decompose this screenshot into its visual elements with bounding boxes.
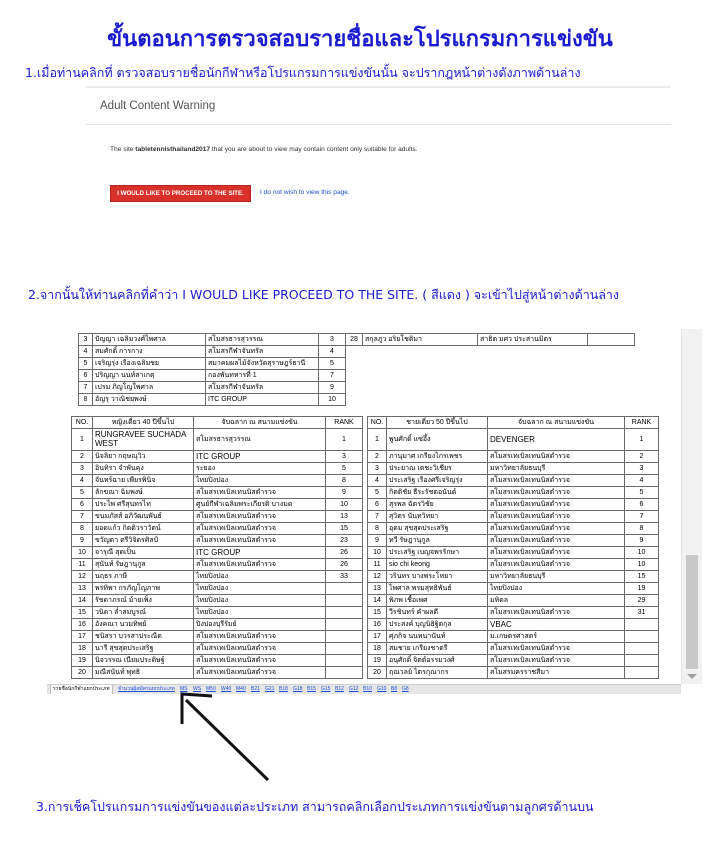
player-name: พูนศักดิ์ แซ่อึ้ง — [387, 429, 488, 451]
player-name: ขนมภัสส์ อภิวัฒนพันธ์ — [93, 511, 194, 523]
row-number: 13 — [368, 583, 387, 595]
player-rank — [326, 655, 363, 667]
row-number: 28 — [346, 334, 363, 346]
sheet-tab[interactable]: G18 — [293, 686, 303, 692]
table-row — [79, 370, 635, 382]
header-event: ชายเดี่ยว 50 ปีขึ้นไป — [387, 417, 488, 429]
player-rank: 7 — [319, 370, 346, 382]
player-club: สโมสรเทเบิลเทนนิสตำรวจ — [488, 559, 625, 571]
table-row — [368, 595, 659, 607]
table-row — [72, 463, 363, 475]
player-club: ไทยปิงปอง — [194, 571, 326, 583]
table-header-row — [72, 417, 363, 429]
warning-message-prefix: The site — [110, 146, 136, 153]
sheet-tab[interactable]: G15 — [321, 686, 331, 692]
sheet-tab[interactable]: รายชื่อนักกีฬาแยกประเภท — [50, 685, 113, 694]
vertical-scrollbar[interactable] — [681, 329, 702, 684]
player-rank: 10 — [625, 559, 659, 571]
player-club: สโมสรเทเบิลเทนนิสตำรวจ — [194, 523, 326, 535]
player-rank — [625, 643, 659, 655]
row-number: 17 — [368, 631, 387, 643]
player-name: ประสงค์ บุญนิธิฐิตกุล — [387, 619, 488, 631]
table-row — [72, 523, 363, 535]
player-name: ศุภกิจ นนทนานันท์ — [387, 631, 488, 643]
player-name: อังคณา นวมทิพย์ — [93, 619, 194, 631]
player-club: สโมสรเทเบิลเทนนิสตำรวจ — [488, 607, 625, 619]
player-name: ชนิสรา บวรสาประณีต — [93, 631, 194, 643]
player-name: ลักขณา ฉิมพงษ์ — [93, 487, 194, 499]
sheet-tab[interactable]: MS — [180, 686, 188, 692]
player-rank: 8 — [625, 523, 659, 535]
player-club: กองพันทหารที่ 1 — [206, 370, 319, 382]
table-row — [72, 631, 363, 643]
table-row — [368, 535, 659, 547]
sheet-tab[interactable]: G10 — [377, 686, 387, 692]
header-rank: RANK — [326, 417, 363, 429]
player-rank: 8 — [326, 475, 363, 487]
player-rank: 10 — [319, 394, 346, 406]
row-number: 16 — [368, 619, 387, 631]
player-club: สโมสรเทเบิลเทนนิสตำรวจ — [488, 451, 625, 463]
player-rank: 9 — [326, 487, 363, 499]
table-row — [72, 559, 363, 571]
sheet-tab[interactable]: W40 — [221, 686, 232, 692]
sheet-tab[interactable]: B21 — [251, 686, 260, 692]
row-number: 4 — [79, 346, 93, 358]
scrollbar-thumb[interactable] — [686, 555, 698, 669]
player-rank — [326, 607, 363, 619]
player-club: DEVENGER — [488, 429, 625, 451]
table-row — [72, 429, 363, 451]
player-club: มหาวิทยาลัยธนบุรี — [488, 571, 625, 583]
sheet-tab[interactable]: B15 — [307, 686, 316, 692]
table-row — [72, 667, 363, 679]
player-name: พิภพ เชื้อเพศ — [387, 595, 488, 607]
player-rank — [625, 655, 659, 667]
player-name: กิตติชัย ธีระรัชตอนันต์ — [387, 487, 488, 499]
player-club: ไทยปิงปอง — [194, 607, 326, 619]
row-number: 19 — [72, 655, 93, 667]
sheet-tab[interactable]: G12 — [349, 686, 359, 692]
sheet-tab[interactable]: B8 — [391, 686, 398, 692]
table-row — [368, 667, 659, 679]
table-row — [368, 451, 659, 463]
table-row — [368, 487, 659, 499]
player-club: สโมสรเทเบิลเทนนิสตำรวจ — [194, 535, 326, 547]
player-rank — [326, 643, 363, 655]
player-rank: 1 — [625, 429, 659, 451]
men-50-roster-table — [367, 416, 659, 679]
row-number: 9 — [72, 535, 93, 547]
player-club: สโมสรเทเบิลเทนนิสตำรวจ — [488, 655, 625, 667]
row-number: 2 — [72, 451, 93, 463]
sheet-tab[interactable]: M50 — [206, 686, 216, 692]
player-club: สโมสรเทเบิลเทนนิสตำรวจ — [194, 643, 326, 655]
player-name: อินทิรา จำพันคุง — [93, 463, 194, 475]
player-rank: 5 — [319, 358, 346, 370]
sheet-tab[interactable]: G8 — [402, 686, 409, 692]
row-number: 4 — [368, 475, 387, 487]
pointer-arrow-icon — [170, 680, 280, 790]
header-no: NO. — [368, 417, 387, 429]
table-row — [368, 655, 659, 667]
player-club: มหิดล — [488, 595, 625, 607]
page-title: ขั้นตอนการตรวจสอบรายชื่อและโปรแกรมการแข่งขัน — [107, 27, 613, 52]
player-rank: 4 — [319, 346, 346, 358]
sheet-tab[interactable]: B12 — [335, 686, 344, 692]
player-name: sio chi keong — [387, 559, 488, 571]
row-number: 3 — [72, 463, 93, 475]
row-number: 19 — [368, 655, 387, 667]
player-rank: 29 — [625, 595, 659, 607]
table-row — [368, 571, 659, 583]
table-row — [79, 358, 635, 370]
player-name: สมศักดิ์ การกาง — [93, 346, 206, 358]
player-club: สโมสรเทเบิลเทนนิสตำรวจ — [488, 547, 625, 559]
player-club: สาธิต มศว ประสานมิตร — [478, 334, 588, 346]
table-row — [368, 475, 659, 487]
player-club: สโมสรเทเบิลเทนนิสตำรวจ — [194, 511, 326, 523]
player-club: สโมสรเทเบิลเทนนิสตำรวจ — [488, 475, 625, 487]
row-number: 13 — [72, 583, 93, 595]
player-name: RUNGRAVEE SUCHADA WEST — [93, 429, 194, 451]
player-rank: 9 — [319, 382, 346, 394]
row-number: 4 — [72, 475, 93, 487]
row-number: 7 — [368, 511, 387, 523]
sheet-tab[interactable]: G21 — [265, 686, 275, 692]
player-rank: 19 — [625, 583, 659, 595]
player-rank: 3 — [319, 334, 346, 346]
player-name: สุวิตร นันทวิทยา — [387, 511, 488, 523]
player-name: วีรชินทร์ คำผลดี — [387, 607, 488, 619]
player-club: สโมสรเทเบิลเทนนิสตำรวจ — [194, 631, 326, 643]
table-row — [72, 595, 363, 607]
row-number: 18 — [368, 643, 387, 655]
player-rank: 23 — [326, 535, 363, 547]
table-row — [368, 499, 659, 511]
player-rank — [625, 619, 659, 631]
table-row — [72, 655, 363, 667]
row-number: 3 — [368, 463, 387, 475]
player-name: พรทิพา กรภัญโญภาพ — [93, 583, 194, 595]
table-row — [368, 619, 659, 631]
row-number: 6 — [79, 370, 93, 382]
header-rank: RANK — [625, 417, 659, 429]
player-club: สโมสรกีฬาจันทรัล — [206, 382, 319, 394]
table-row — [368, 559, 659, 571]
row-number: 9 — [368, 535, 387, 547]
player-club: สโมสรเทเบิลเทนนิสตำรวจ — [488, 643, 625, 655]
player-rank: 3 — [625, 463, 659, 475]
player-name: เจริญรุ่ง เรืองเฉลิมชย — [93, 358, 206, 370]
table-row — [368, 583, 659, 595]
player-club: ไทยปิงปอง — [194, 475, 326, 487]
player-name: ยอดแก้ว กิตติวราวัตน์ — [93, 523, 194, 535]
player-name: ไพศาล พรมสุทธิพันธ์ — [387, 583, 488, 595]
sheet-tab-bar — [47, 684, 681, 694]
player-rank: 3 — [326, 451, 363, 463]
step-3-text: 3.การเช็คโปรแกรมการแข่งขันของแต่ละประเภท สามารถคลิกเลือกประเภทการแข่งขันตามลูกศรด้านบน — [36, 799, 594, 814]
player-rank — [326, 583, 363, 595]
player-name: ประเสริฐ เรืองศรีเจริญรุ่ง — [387, 475, 488, 487]
row-number: 6 — [368, 499, 387, 511]
player-name: สุรพล ฉัตรวิชัย — [387, 499, 488, 511]
sheet-tab[interactable]: จำนวนผู้สมัครแยกประเภท — [118, 686, 175, 692]
row-number: 5 — [79, 358, 93, 370]
table-row — [72, 547, 363, 559]
top-roster-table — [78, 333, 635, 406]
row-number: 5 — [72, 487, 93, 499]
player-club: ม.เกษตรศาสตร์ — [488, 631, 625, 643]
player-rank: 5 — [625, 487, 659, 499]
player-rank: 31 — [625, 607, 659, 619]
player-club: สโมสรเทเบิลเทนนิสตำรวจ — [194, 667, 326, 679]
player-name: จันทร์ฉาย เพียรพินิจ — [93, 475, 194, 487]
player-name: อนุศักดิ์ จิตต์อรรมวงศ์ — [387, 655, 488, 667]
player-name: ประไพ ศรีสุนทรไท — [93, 499, 194, 511]
player-club: ไทยปิงปอง — [488, 583, 625, 595]
step-2-text: 2.จากนั้นให้ท่านคลิกที่คำว่า I WOULD LIKE PROCEED TO THE SITE. ( สีแดง ) จะเข้าไปสู่หน้าต่างด้านล่าง — [28, 287, 620, 302]
warning-heading: Adult Content Warning — [100, 100, 216, 112]
player-name: สมชาย เกรียงชาตรี — [387, 643, 488, 655]
table-row — [72, 619, 363, 631]
player-rank: 13 — [326, 511, 363, 523]
row-number: 1 — [368, 429, 387, 451]
player-club: สโมสรเทเบิลเทนนิสตำรวจ — [488, 535, 625, 547]
row-number: 6 — [72, 499, 93, 511]
warning-message — [110, 146, 418, 153]
row-number: 10 — [72, 547, 93, 559]
player-name: ขวัญตา ตรีวิจิตรศิลป์ — [93, 535, 194, 547]
player-name: ปัญญา เฉลิมวงศ์ไพศาล — [93, 334, 206, 346]
player-club: ITC GROUP — [194, 547, 326, 559]
table-row — [72, 451, 363, 463]
table-row — [72, 583, 363, 595]
table-row — [72, 499, 363, 511]
player-rank — [588, 334, 635, 346]
table-row — [79, 334, 635, 346]
row-number: 11 — [368, 559, 387, 571]
table-row — [79, 394, 635, 406]
player-club: VBAC — [488, 619, 625, 631]
player-name: สกุลภูว อริยโชติมา — [363, 334, 478, 346]
player-rank: 4 — [625, 475, 659, 487]
table-row — [72, 607, 363, 619]
row-number: 12 — [368, 571, 387, 583]
player-name: ประเสริฐ เบญจพรรักษา — [387, 547, 488, 559]
player-club: ระยอง — [194, 463, 326, 475]
women-40-roster-table — [71, 416, 363, 679]
player-name: นิจวรรณ เนียมประดิษฐ์ — [93, 655, 194, 667]
player-club: สโมสรธารสุวรรณ — [206, 334, 319, 346]
header-event: หญิงเดี่ยว 40 ปีขึ้นไป — [93, 417, 194, 429]
sheet-tab[interactable]: M40 — [236, 686, 246, 692]
player-club: สโมสรธารสุวรรณ — [194, 429, 326, 451]
adult-warning-screenshot — [86, 86, 671, 216]
player-name: นารี สุขสุดประเสริฐ — [93, 643, 194, 655]
warning-top-border — [86, 86, 671, 88]
table-row — [72, 487, 363, 499]
player-rank: 5 — [326, 463, 363, 475]
table-row — [72, 475, 363, 487]
row-number: 8 — [368, 523, 387, 535]
sheet-tab[interactable]: B18 — [279, 686, 288, 692]
row-number: 3 — [79, 334, 93, 346]
row-number: 14 — [72, 595, 93, 607]
row-number: 18 — [72, 643, 93, 655]
player-name: ประยาณ เตชะวิเชียร — [387, 463, 488, 475]
warning-message-suffix: that you are about to view may contain content only suitable for adults. — [210, 146, 418, 153]
table-row — [368, 607, 659, 619]
table-row — [72, 643, 363, 655]
header-no: NO. — [72, 417, 93, 429]
player-rank — [326, 631, 363, 643]
row-number: 20 — [72, 667, 93, 679]
table-row — [72, 571, 363, 583]
player-club: สโมสรเทเบิลเทนนิสตำรวจ — [488, 499, 625, 511]
header-club: จับฉลาก ณ สนามแข่งขัน — [194, 417, 326, 429]
table-row — [72, 511, 363, 523]
player-name: รัชดาภรณ์ ม้ายเพ็ง — [93, 595, 194, 607]
player-club: สมาคมผลไม้จังหวัดสุราษฎร์ธานี — [206, 358, 319, 370]
decline-link[interactable]: I do not wish to view this page. — [260, 189, 350, 196]
player-rank: 1 — [326, 429, 363, 451]
row-number: 8 — [72, 523, 93, 535]
table-row — [368, 463, 659, 475]
player-rank: 10 — [625, 547, 659, 559]
player-name: มณีสนันท์ พุทธิ — [93, 667, 194, 679]
row-number: 15 — [72, 607, 93, 619]
table-row — [79, 346, 635, 358]
player-name: จารุณี สุดเป็น — [93, 547, 194, 559]
header-club: จับฉลาก ณ สนามแข่งขัน — [488, 417, 625, 429]
player-rank: 7 — [625, 511, 659, 523]
player-club: สโมสรเทเบิลเทนนิสตำรวจ — [194, 487, 326, 499]
player-name: นฤธร ภาษี — [93, 571, 194, 583]
table-row — [72, 535, 363, 547]
row-number: 2 — [368, 451, 387, 463]
player-club: ศูนย์กีฬาเฉลิมพระเกียรติ บางมด — [194, 499, 326, 511]
player-rank: 26 — [326, 559, 363, 571]
player-rank: 15 — [625, 571, 659, 583]
player-club: สโมสรเทเบิลเทนนิสตำรวจ — [488, 487, 625, 499]
proceed-button[interactable]: I WOULD LIKE TO PROCEED TO THE SITE. — [110, 185, 251, 202]
roster-spreadsheet-screenshot — [47, 329, 702, 694]
row-number: 7 — [72, 511, 93, 523]
row-number: 17 — [72, 631, 93, 643]
warning-divider — [86, 124, 671, 125]
player-rank — [625, 631, 659, 643]
step-1-text: 1.เมื่อท่านคลิกที่ ตรวจสอบรายชื่อนักกีฬาหรือโปรแกรมการแข่งขันนั้น จะปรากฎหน้าต่างดังภาพด้านล่าง — [25, 65, 581, 80]
table-row — [368, 429, 659, 451]
player-club: สโมสรกีฬาจันทรัล — [206, 346, 319, 358]
table-row — [368, 643, 659, 655]
player-name: เปรม ภิญโญใพศาล — [93, 382, 206, 394]
player-club: ITC GROUP — [194, 451, 326, 463]
row-number: 14 — [368, 595, 387, 607]
row-number: 1 — [72, 429, 93, 451]
player-rank: 6 — [625, 499, 659, 511]
table-row — [368, 631, 659, 643]
player-rank: 2 — [625, 451, 659, 463]
player-rank — [326, 595, 363, 607]
row-number: 12 — [72, 571, 93, 583]
player-club: มหาวิทยาลัยธนบุรี — [488, 463, 625, 475]
table-row — [368, 523, 659, 535]
player-club: สโมสรเทเบิลเทนนิสตำรวจ — [194, 559, 326, 571]
row-number: 15 — [368, 607, 387, 619]
player-name: ภานุมาศ เกรียงไกรเพชร — [387, 451, 488, 463]
table-header-row — [368, 417, 659, 429]
player-club: สโมสรมครราชสีมา — [488, 667, 625, 679]
player-club: สโมสรเทเบิลเทนนิสตำรวจ — [488, 511, 625, 523]
player-rank: 10 — [326, 499, 363, 511]
player-name: วนิดา ล่ำสมบูรณ์ — [93, 607, 194, 619]
row-number: 8 — [79, 394, 93, 406]
player-rank — [326, 619, 363, 631]
arrow-shaft — [186, 700, 268, 780]
player-name: นิจลิยา กฤษณุวิว — [93, 451, 194, 463]
player-name: อุดม สุขสุดประเสริฐ — [387, 523, 488, 535]
player-rank: 26 — [326, 547, 363, 559]
player-name: ทวี รัษฎานุกูล — [387, 535, 488, 547]
player-name: ฤณวลย์ ไตรกุณากร — [387, 667, 488, 679]
player-name: สุนันท์ รัษฎานุกูล — [93, 559, 194, 571]
player-rank: 33 — [326, 571, 363, 583]
table-row — [79, 382, 635, 394]
sheet-tab[interactable]: WS — [193, 686, 202, 692]
player-club: ITC GROUP — [206, 394, 319, 406]
player-name: ปริญญา นนท์สาเกตุ — [93, 370, 206, 382]
player-rank — [625, 667, 659, 679]
row-number: 10 — [368, 547, 387, 559]
scroll-down-arrow-icon[interactable] — [687, 674, 697, 679]
row-number: 20 — [368, 667, 387, 679]
player-club: ไทยปิงปอง — [194, 595, 326, 607]
table-row — [368, 511, 659, 523]
warning-site-name: tabletennisthailand2017 — [135, 146, 211, 153]
player-club: ไทยปิงปอง — [194, 583, 326, 595]
player-club: สโมสรเทเบิลเทนนิสตำรวจ — [194, 655, 326, 667]
player-rank — [326, 667, 363, 679]
sheet-tab[interactable]: B10 — [363, 686, 372, 692]
player-club: ปิงปองบุรีรัมย์ — [194, 619, 326, 631]
row-number: 16 — [72, 619, 93, 631]
row-number: 11 — [72, 559, 93, 571]
player-rank: 15 — [326, 523, 363, 535]
row-number: 5 — [368, 487, 387, 499]
table-row — [368, 547, 659, 559]
player-club: สโมสรเทเบิลเทนนิสตำรวจ — [488, 523, 625, 535]
row-number: 7 — [79, 382, 93, 394]
player-rank: 9 — [625, 535, 659, 547]
player-name: อัญรุ วาณิชยพงษ์ — [93, 394, 206, 406]
player-name: วรินทร บางพระโหยา — [387, 571, 488, 583]
